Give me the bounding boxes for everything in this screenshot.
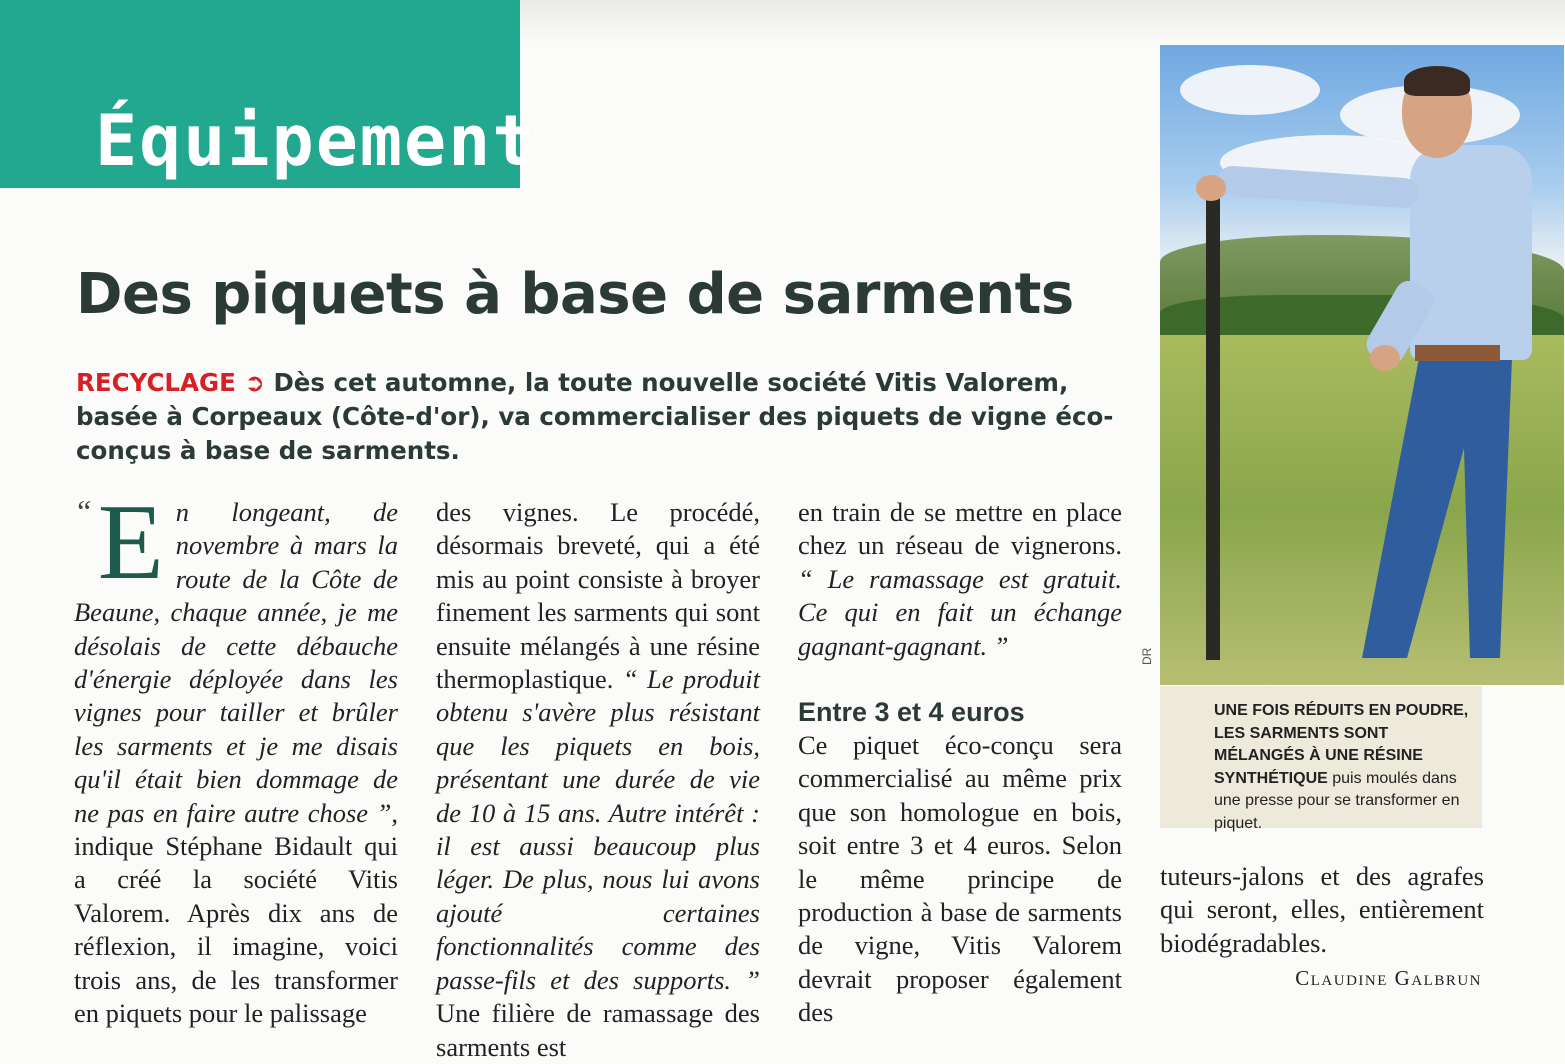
article-headline: Des piquets à base de sarments xyxy=(76,262,1074,327)
lead-kicker: RECYCLAGE xyxy=(76,368,236,397)
photo-caption xyxy=(1214,700,1478,835)
col2-text-1: des vignes. Le procédé, désormais breveté, qui a été mis au point consiste à broyer finement les sarments qui sont ensuite mélangés à une résine thermoplastique. xyxy=(436,497,760,695)
text-column-2 xyxy=(436,496,760,1064)
opening-quote: “ xyxy=(74,493,92,529)
col3-quote-text: “ Le ramassage est gratuit. Ce qui en fait un échange gagnant-gagnant. ” xyxy=(798,563,1122,661)
person-shirt xyxy=(1410,145,1532,360)
person-hand xyxy=(1196,175,1226,201)
col2-quote-text: “ Le produit obtenu s'avère plus résistant que les piquets en bois, présentant une durée de vie de 10 à 15 ans. Autre intérêt : il est aussi beaucoup plus léger. De plus, nous lui avons ajouté certaines fonctionnalités comme des passe-fils et des supports. ” xyxy=(436,664,760,995)
text-column-1 xyxy=(74,483,398,1031)
col1-quote-text: n longeant, de novembre à mars la route de la Côte de Beaune, chaque année, je me désolais de cette débauche d'énergie déployée dans les vignes pour tailler et brûler les sarments et je me disais qu'il était bien dommage de ne pas en faire autre chose ” xyxy=(74,497,398,828)
col1-text: , indique Stéphane Bidault qui a créé la société Vitis Valorem. Après dix ans de réflexion, il imagine, voici trois ans, de les transformer en piquets pour le palissage xyxy=(74,797,398,1029)
arrow-icon: ➲ xyxy=(235,368,274,397)
col2-text-2: Une filière de ramassage des sarments est xyxy=(436,998,760,1062)
vine-stake xyxy=(1206,190,1220,660)
section-label: Équipement xyxy=(95,100,537,182)
col3-text-1: en train de se mettre en place chez un réseau de vignerons. xyxy=(798,497,1122,561)
col3-text-2: Ce piquet éco-conçu sera commercialisé au même prix que son homologue en bois, soit entre 3 et 4 euros. Selon le même principe de production à base de sarments de vigne, Vitis Valorem devrait proposer également des xyxy=(798,730,1122,1028)
person-belt xyxy=(1415,345,1500,361)
text-column-4 xyxy=(1160,860,1484,960)
caption-rest: puis moulés dans une presse pour se transformer en piquet. xyxy=(1214,769,1460,832)
photo-credit: DR xyxy=(1140,647,1154,665)
article-lead xyxy=(76,366,1126,468)
caption-bold: UNE FOIS RÉDUITS EN POUDRE, LES SARMENTS SONT MÉLANGÉS À UNE RÉSINE SYNTHÉTIQUE xyxy=(1214,702,1469,787)
lead-text: Dès cet automne, la toute nouvelle société Vitis Valorem, basée à Corpeaux (Côte-d'or), va commercialiser des piquets de vigne éco-conçus à base de sarments. xyxy=(76,368,1114,465)
author-name: Claudine Galbrun xyxy=(1295,966,1482,990)
col4-text: tuteurs-jalons et des agrafes qui seront, elles, entièrement biodégradables. xyxy=(1160,861,1484,958)
cloud-shape xyxy=(1180,65,1320,115)
drop-cap: E xyxy=(97,483,164,602)
subheading: Entre 3 et 4 euros xyxy=(798,697,1025,728)
person-hair xyxy=(1404,66,1470,96)
text-column-3 xyxy=(798,496,1122,1030)
person-hand xyxy=(1370,345,1400,371)
